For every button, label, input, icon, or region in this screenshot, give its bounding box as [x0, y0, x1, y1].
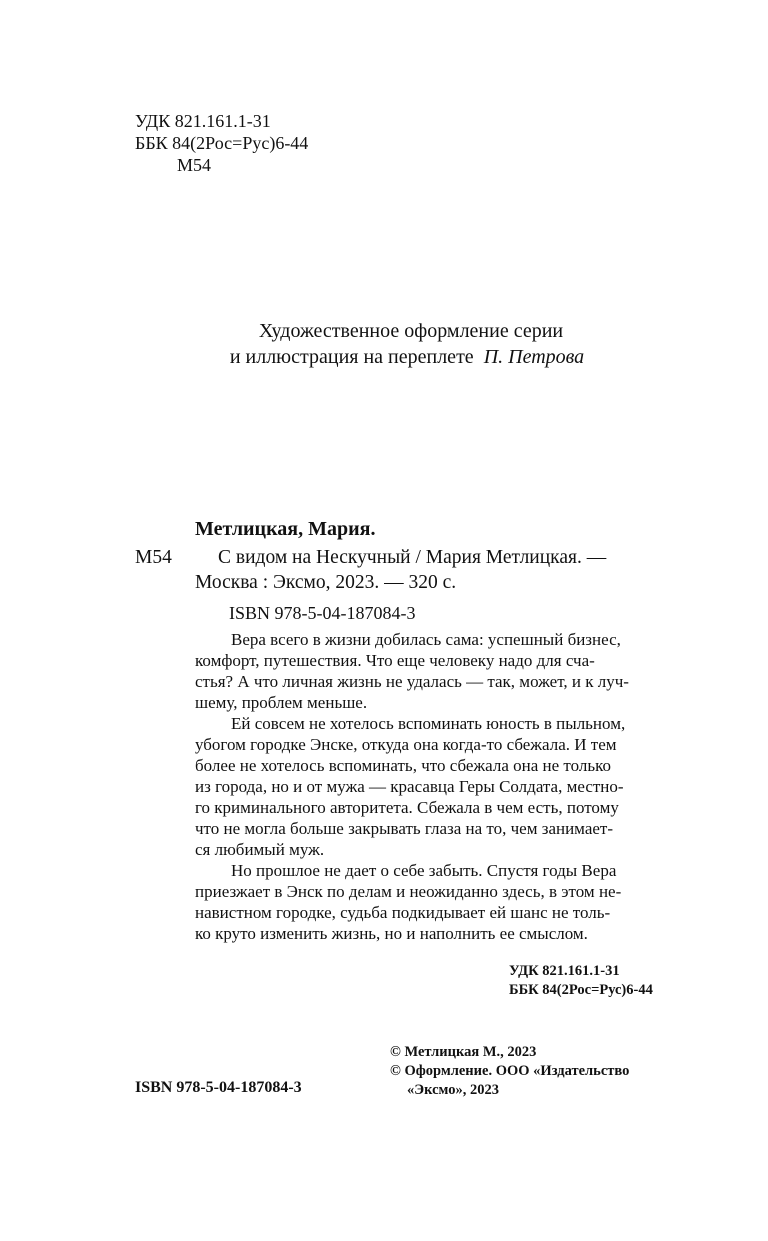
card-title-line1: С видом на Нескучный / Мария Метлицкая. — — [218, 547, 607, 568]
annotation-line: Вера всего в жизни добилась сама: успешный бизнес, — [231, 630, 621, 649]
copyright-block — [390, 1043, 629, 1100]
card-title-line2: Москва : Эксмо, 2023. — 320 с. — [195, 572, 457, 593]
illustrator-name: П. Петрова — [483, 346, 585, 368]
udk-code: УДК 821.161.1-31 — [135, 111, 271, 131]
annotation-line: шему, проблем меньше. — [195, 693, 368, 712]
classification-block — [135, 110, 308, 176]
series-credit-line2 — [0, 344, 768, 370]
annotation-line: из города, но и от мужа — красавца Геры Солдата, местно- — [195, 777, 624, 796]
annotation-line: более не хотелось вспоминать, что сбежала она не только — [195, 756, 612, 775]
copyright-author: © Метлицкая М., 2023 — [390, 1044, 537, 1060]
series-credit-line1: Художественное оформление серии — [258, 320, 564, 342]
annotation-line: что не могла больше закрывать глаза на то, чем занимает- — [195, 819, 614, 838]
annotation-line: комфорт, путешествия. Что еще человеку надо для сча- — [195, 651, 595, 670]
card-isbn: ISBN 978-5-04-187084-3 — [229, 603, 416, 623]
annotation-line: ко круто изменить жизнь, но и наполнить ее смыслом. — [195, 924, 588, 943]
classification-repeat — [509, 962, 653, 1000]
annotation-line: го криминального авторитета. Сбежала в чем есть, потому — [195, 798, 619, 817]
series-credit-prefix: и иллюстрация на переплете — [229, 346, 474, 368]
bbk-code-repeat: ББК 84(2Рос=Рус)6-44 — [509, 982, 653, 998]
annotation-line: убогом городке Энске, откуда она когда-то сбежала. И тем — [195, 735, 617, 754]
udk-code-repeat: УДК 821.161.1-31 — [509, 963, 620, 979]
bbk-code: ББК 84(2Рос=Рус)6-44 — [135, 133, 309, 153]
annotation-line: Ей совсем не хотелось вспоминать юность в пыльном, — [231, 714, 626, 733]
copyright-design: © Оформление. ООО «Издательство — [390, 1063, 630, 1079]
annotation-line: ся любимый муж. — [195, 840, 325, 859]
card-author-mark: М54 — [135, 547, 172, 568]
annotation-line: навистном городке, судьба подкидывает ей шанс не толь- — [195, 903, 611, 922]
annotation-line: стья? А что личная жизнь не удалась — так, может, и к луч- — [195, 672, 629, 691]
card-author: Метлицкая, Мария. — [195, 518, 376, 540]
author-mark: М54 — [177, 155, 212, 175]
annotation-line: приезжает в Энск по делам и неожиданно здесь, в этом не- — [195, 882, 622, 901]
isbn-bottom: ISBN 978-5-04-187084-3 — [135, 1079, 302, 1096]
annotation — [195, 629, 681, 944]
annotation-line: Но прошлое не дает о себе забыть. Спустя годы Вера — [231, 861, 617, 880]
copyright-publisher: «Эксмо», 2023 — [407, 1082, 499, 1098]
series-credit — [0, 318, 768, 370]
